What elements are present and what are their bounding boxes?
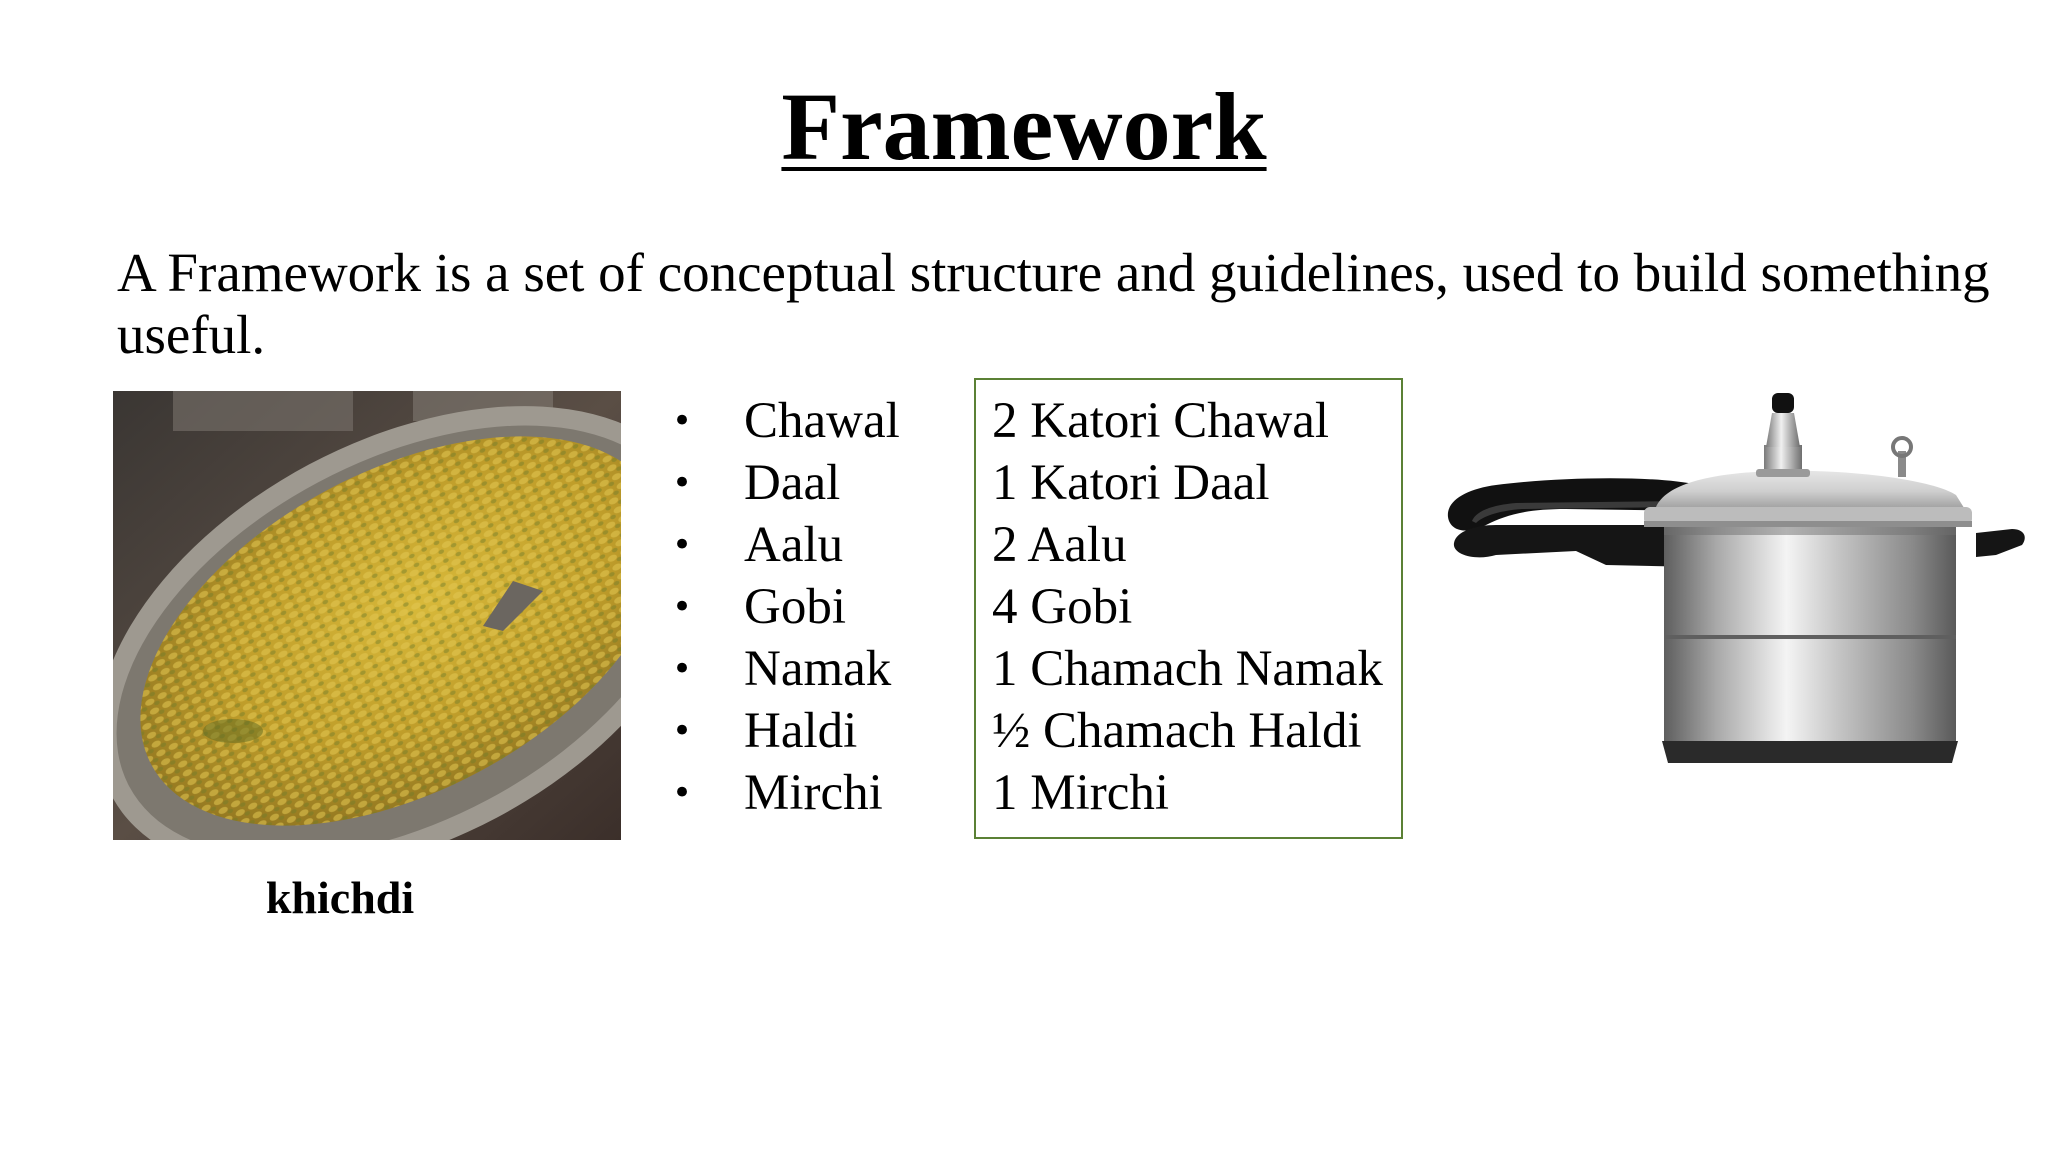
ingredient-label: Daal bbox=[744, 455, 841, 511]
slide-title-text: Framework bbox=[781, 73, 1267, 180]
recipe-box bbox=[974, 378, 1403, 839]
recipe-line: 1 Katori Daal bbox=[992, 455, 1270, 511]
bullet-icon: • bbox=[672, 711, 693, 751]
ingredient-label: Aalu bbox=[744, 517, 844, 573]
list-item bbox=[672, 514, 900, 576]
list-item bbox=[672, 576, 900, 638]
ingredient-label: Gobi bbox=[744, 579, 846, 635]
definition-text: A Framework is a set of conceptual structure and guidelines, used to build something useful. bbox=[117, 242, 1990, 365]
khichdi-photo bbox=[113, 391, 621, 840]
bullet-icon: • bbox=[672, 525, 693, 565]
recipe-line: 4 Gobi bbox=[992, 579, 1133, 635]
recipe-line: 2 Aalu bbox=[992, 517, 1127, 573]
ingredient-label: Haldi bbox=[744, 703, 858, 759]
recipe-line: 1 Mirchi bbox=[992, 765, 1170, 821]
recipe-line: 2 Katori Chawal bbox=[992, 393, 1330, 449]
bullet-icon: • bbox=[672, 401, 693, 441]
recipe-line: ½ Chamach Haldi bbox=[992, 703, 1362, 759]
list-item bbox=[672, 390, 900, 452]
bullet-icon: • bbox=[672, 463, 693, 503]
list-item bbox=[672, 762, 900, 824]
bullet-icon: • bbox=[672, 773, 693, 813]
ingredient-label: Chawal bbox=[744, 393, 900, 449]
ingredient-label: Mirchi bbox=[744, 765, 883, 821]
bullet-icon: • bbox=[672, 649, 693, 689]
list-item bbox=[672, 638, 900, 700]
bullet-icon: • bbox=[672, 587, 693, 627]
list-item bbox=[672, 452, 900, 514]
list-item bbox=[672, 700, 900, 762]
pressure-cooker-icon bbox=[1436, 385, 2036, 775]
ingredients-list bbox=[672, 390, 900, 824]
recipe-line: 1 Chamach Namak bbox=[992, 641, 1383, 697]
slide-title bbox=[0, 72, 2048, 182]
ingredient-label: Namak bbox=[744, 641, 892, 697]
image-caption: khichdi bbox=[265, 872, 415, 923]
recipe-list bbox=[992, 390, 1383, 824]
